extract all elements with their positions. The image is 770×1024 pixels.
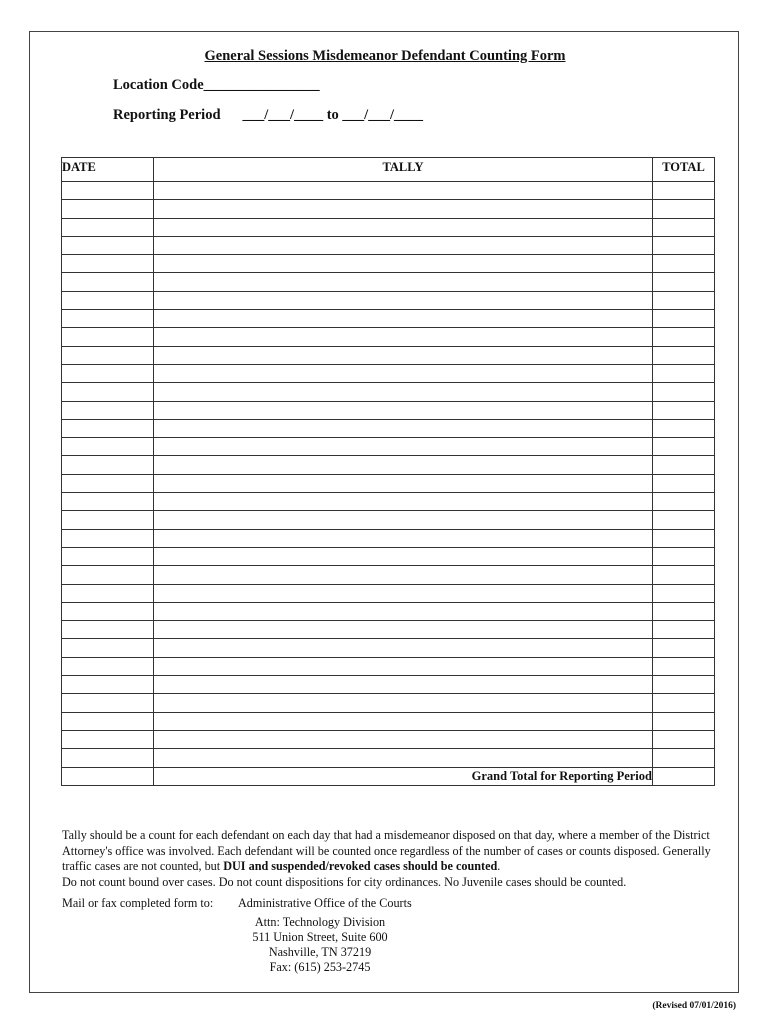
- date-cell[interactable]: [62, 236, 154, 254]
- table-row: [62, 566, 715, 584]
- date-cell[interactable]: [62, 547, 154, 565]
- total-cell[interactable]: [653, 310, 715, 328]
- table-row: [62, 273, 715, 291]
- table-row: [62, 255, 715, 273]
- total-cell[interactable]: [653, 438, 715, 456]
- tally-cell[interactable]: [154, 419, 653, 437]
- date-header: DATE: [62, 158, 154, 182]
- table-row: [62, 456, 715, 474]
- date-cell[interactable]: [62, 694, 154, 712]
- tally-cell[interactable]: [154, 730, 653, 748]
- table-row: [62, 621, 715, 639]
- total-cell[interactable]: [653, 712, 715, 730]
- table-row: [62, 383, 715, 401]
- table-row: [62, 236, 715, 254]
- table-row: [62, 328, 715, 346]
- mail-street: 511 Union Street, Suite 600: [252, 930, 388, 944]
- total-cell[interactable]: [653, 602, 715, 620]
- date-cell[interactable]: [62, 273, 154, 291]
- mail-attn: Attn: Technology Division: [254, 915, 386, 929]
- table-row: [62, 346, 715, 364]
- date-cell[interactable]: [62, 438, 154, 456]
- table-row: [62, 401, 715, 419]
- tally-table: [61, 157, 715, 786]
- total-cell[interactable]: [653, 255, 715, 273]
- total-cell[interactable]: [653, 584, 715, 602]
- tally-cell[interactable]: [154, 310, 653, 328]
- total-cell[interactable]: [653, 401, 715, 419]
- tally-cell[interactable]: [154, 200, 653, 218]
- table-row: [62, 676, 715, 694]
- table-row: [62, 694, 715, 712]
- date-cell[interactable]: [62, 346, 154, 364]
- tally-cell[interactable]: [154, 236, 653, 254]
- table-row: [62, 584, 715, 602]
- date-cell[interactable]: [62, 474, 154, 492]
- mail-label: Mail or fax completed form to:: [62, 896, 214, 910]
- tally-cell[interactable]: [154, 291, 653, 309]
- date-cell[interactable]: [62, 676, 154, 694]
- date-cell[interactable]: [62, 328, 154, 346]
- date-cell[interactable]: [62, 401, 154, 419]
- date-cell[interactable]: [62, 456, 154, 474]
- total-cell[interactable]: [653, 383, 715, 401]
- table-row: [62, 657, 715, 675]
- tally-cell[interactable]: [154, 657, 653, 675]
- total-cell[interactable]: [653, 328, 715, 346]
- total-cell[interactable]: [653, 291, 715, 309]
- total-cell[interactable]: [653, 547, 715, 565]
- table-row: [62, 291, 715, 309]
- date-cell[interactable]: [62, 291, 154, 309]
- table-row: [62, 364, 715, 382]
- mail-fax: Fax: (615) 253-2745: [269, 960, 371, 974]
- tally-cell[interactable]: [154, 712, 653, 730]
- instructions-line2: Do not count bound over cases. Do not count dispositions for city ordinances. No Juvenile cases should be counted.: [62, 874, 627, 889]
- table-row: [62, 547, 715, 565]
- tally-cell[interactable]: [154, 602, 653, 620]
- total-cell[interactable]: [653, 218, 715, 236]
- date-cell[interactable]: [62, 712, 154, 730]
- date-cell[interactable]: [62, 602, 154, 620]
- date-cell[interactable]: [62, 621, 154, 639]
- instructions: [62, 828, 712, 890]
- table-row: [62, 493, 715, 511]
- tally-cell[interactable]: [154, 474, 653, 492]
- table-row: [62, 438, 715, 456]
- instructions-bold: DUI and suspended/revoked cases should be counted: [223, 859, 498, 873]
- date-cell[interactable]: [62, 218, 154, 236]
- total-cell[interactable]: [653, 364, 715, 382]
- grand-total-label: Grand Total for Reporting Period: [154, 767, 653, 785]
- total-cell[interactable]: [653, 419, 715, 437]
- grand-total-blank: [62, 767, 154, 785]
- table-row: [62, 474, 715, 492]
- form-title: General Sessions Misdemeanor Defendant Counting Form: [204, 48, 566, 64]
- tally-cell[interactable]: [154, 346, 653, 364]
- tally-cell[interactable]: [154, 255, 653, 273]
- table-header-row: [62, 158, 715, 182]
- tally-cell[interactable]: [154, 438, 653, 456]
- tally-cell[interactable]: [154, 383, 653, 401]
- tally-cell[interactable]: [154, 639, 653, 657]
- table-row: [62, 310, 715, 328]
- date-cell[interactable]: [62, 493, 154, 511]
- table-row: [62, 730, 715, 748]
- instructions-text: Tally should be a count for each defendant on each day that had a misdemeanor disposed on that day, where a member of the District Attorney's office was involved. Each defendant will be counted once regardless of the number of cases or counts disposed. Generally traffic cases are not counted, but: [62, 828, 711, 873]
- mail-office: Administrative Office of the Courts: [238, 896, 412, 910]
- tally-cell[interactable]: [154, 547, 653, 565]
- total-cell[interactable]: [653, 474, 715, 492]
- tally-cell[interactable]: [154, 493, 653, 511]
- total-cell[interactable]: [653, 730, 715, 748]
- tally-cell[interactable]: [154, 273, 653, 291]
- table-row: [62, 639, 715, 657]
- reporting-period-label: Reporting Period: [113, 107, 221, 123]
- tally-cell[interactable]: [154, 676, 653, 694]
- total-cell[interactable]: [653, 182, 715, 200]
- total-cell[interactable]: [653, 749, 715, 767]
- total-cell[interactable]: [653, 511, 715, 529]
- total-cell[interactable]: [653, 566, 715, 584]
- tally-header: TALLY: [154, 158, 653, 182]
- total-cell[interactable]: [653, 639, 715, 657]
- total-cell[interactable]: [653, 657, 715, 675]
- location-code-label: Location Code________________: [113, 77, 320, 93]
- tally-cell[interactable]: [154, 401, 653, 419]
- tally-cell[interactable]: [154, 364, 653, 382]
- date-cell[interactable]: [62, 310, 154, 328]
- table-row: [62, 419, 715, 437]
- date-cell[interactable]: [62, 364, 154, 382]
- table-row: [62, 218, 715, 236]
- date-cell[interactable]: [62, 566, 154, 584]
- total-cell[interactable]: [653, 346, 715, 364]
- mail-address: [238, 915, 402, 975]
- date-cell[interactable]: [62, 419, 154, 437]
- table-row: [62, 511, 715, 529]
- tally-cell[interactable]: [154, 749, 653, 767]
- date-cell[interactable]: [62, 730, 154, 748]
- tally-cell[interactable]: [154, 584, 653, 602]
- table-row: [62, 602, 715, 620]
- total-cell[interactable]: [653, 200, 715, 218]
- total-cell[interactable]: [653, 236, 715, 254]
- total-cell[interactable]: [653, 456, 715, 474]
- date-cell[interactable]: [62, 529, 154, 547]
- mail-city: Nashville, TN 37219: [268, 945, 372, 959]
- date-cell[interactable]: [62, 511, 154, 529]
- table-row: [62, 529, 715, 547]
- table-row: [62, 182, 715, 200]
- reporting-period-dates: ___/___/____ to ___/___/____: [242, 107, 423, 123]
- tally-cell[interactable]: [154, 694, 653, 712]
- date-cell[interactable]: [62, 200, 154, 218]
- tally-cell[interactable]: [154, 511, 653, 529]
- total-cell[interactable]: [653, 676, 715, 694]
- total-header: TOTAL: [653, 158, 715, 182]
- date-cell[interactable]: [62, 639, 154, 657]
- table-row: [62, 749, 715, 767]
- date-cell[interactable]: [62, 383, 154, 401]
- instructions-period: .: [497, 859, 501, 873]
- table-row: [62, 200, 715, 218]
- tally-cell[interactable]: [154, 218, 653, 236]
- grand-total-cell[interactable]: [653, 767, 715, 785]
- table-row: [62, 712, 715, 730]
- tally-cell[interactable]: [154, 621, 653, 639]
- date-cell[interactable]: [62, 584, 154, 602]
- total-cell[interactable]: [653, 493, 715, 511]
- grand-total-row: [62, 767, 715, 785]
- date-cell[interactable]: [62, 182, 154, 200]
- tally-cell[interactable]: [154, 328, 653, 346]
- date-cell[interactable]: [62, 749, 154, 767]
- date-cell[interactable]: [62, 255, 154, 273]
- tally-cell[interactable]: [154, 529, 653, 547]
- date-cell[interactable]: [62, 657, 154, 675]
- total-cell[interactable]: [653, 529, 715, 547]
- tally-rows: [62, 182, 715, 768]
- total-cell[interactable]: [653, 694, 715, 712]
- tally-cell[interactable]: [154, 566, 653, 584]
- total-cell[interactable]: [653, 273, 715, 291]
- tally-cell[interactable]: [154, 456, 653, 474]
- revised-date: (Revised 07/01/2016): [652, 1001, 736, 1011]
- total-cell[interactable]: [653, 621, 715, 639]
- reporting-period: [113, 107, 423, 124]
- tally-cell[interactable]: [154, 182, 653, 200]
